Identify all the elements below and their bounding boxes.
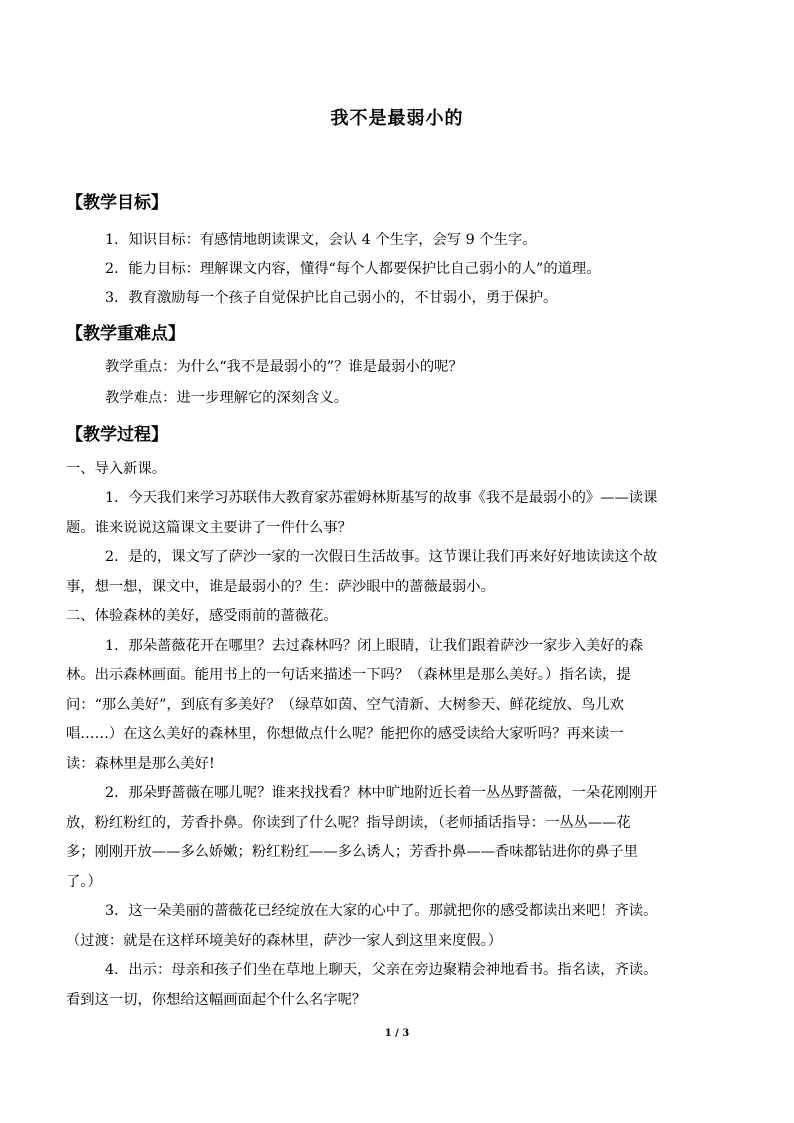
process-line: 林。出示森林画面。能用书上的一句话来描述一下吗？（森林里是那么美好。）指名读，提 xyxy=(66,667,631,683)
process-line: 多；刚刚开放——多么娇嫩；粉红粉红——多么诱人；芳香扑鼻——香味都钻进你的鼻子里 xyxy=(66,844,638,860)
section-heading-process: 【教学过程】 xyxy=(66,425,168,445)
process-line: 问：“那么美好”，到底有多美好？（绿草如茵、空气清新、大树参天、鲜花绽放、鸟儿欢 xyxy=(66,697,624,713)
section-heading-key-points: 【教学重难点】 xyxy=(66,324,185,344)
process-line: 4．出示：母亲和孩子们坐在草地上聊天，父亲在旁边聚精会神地看书。指名读，齐读。 xyxy=(105,962,658,978)
section-heading-goals: 【教学目标】 xyxy=(66,193,168,213)
process-line: 了。） xyxy=(66,874,102,890)
process-line: 2．是的，课文写了萨沙一家的一次假日生活故事。这节课让我们再来好好地读读这个故 xyxy=(105,549,658,565)
process-line: 题。谁来说说这篇课文主要讲了一件什么事？ xyxy=(66,520,352,536)
process-line: 看到这一切，你想给这幅画面起个什么名字呢？ xyxy=(66,992,367,1008)
process-line: 一、导入新课。 xyxy=(66,461,167,477)
process-line: 读：森林里是那么美好! xyxy=(66,756,215,772)
document-title: 我不是最弱小的 xyxy=(330,108,464,129)
process-line: 二、体验森林的美好，感受雨前的蔷薇花。 xyxy=(66,608,338,624)
process-line: 唱……）在这么美好的森林里，你想做点什么呢？能把你的感受读给大家听吗？再来读一 xyxy=(66,726,624,742)
goal-item: 3．教育激励每一个孩子自觉保护比自己弱小的，不甘弱小，勇于保护。 xyxy=(105,290,558,306)
process-line: 放，粉红粉红的，芳香扑鼻。你读到了什么呢？指导朗读，（老师插话指导：一丛丛——花 xyxy=(66,815,631,831)
process-line: 1．那朵蔷薇花开在哪里？去过森林吗？闭上眼睛，让我们跟着萨沙一家步入美好的森 xyxy=(105,638,644,654)
page-indicator: 1 / 3 xyxy=(384,1028,410,1039)
goal-item: 2．能力目标：理解课文内容，懂得“每个人都要保护比自己弱小的人”的道理。 xyxy=(105,261,601,277)
key-point-item: 教学难点：进一步理解它的深刻含义。 xyxy=(105,390,349,406)
process-line: 事，想一想，课文中，谁是最弱小的？生：萨沙眼中的蔷薇最弱小。 xyxy=(66,579,495,595)
process-line: 2．那朵野蔷薇在哪儿呢？谁来找找看？林中旷地附近长着一丛丛野蔷薇，一朵花刚刚开 xyxy=(105,785,658,801)
process-line: 3．这一朵美丽的蔷薇花已经绽放在大家的心中了。那就把你的感受都读出来吧！齐读。 xyxy=(105,903,658,919)
process-line: （过渡：就是在这样环境美好的森林里，萨沙一家人到这里来度假。） xyxy=(66,933,503,949)
process-line: 1．今天我们来学习苏联伟大教育家苏霍姆林斯基写的故事《我不是最弱小的》——读课 xyxy=(105,490,658,506)
goal-item: 1．知识目标：有感情地朗读课文，会认 4 个生字，会写 9 个生字。 xyxy=(105,232,537,248)
key-point-item: 教学重点：为什么“我不是最弱小的”？谁是最弱小的呢？ xyxy=(105,359,463,375)
